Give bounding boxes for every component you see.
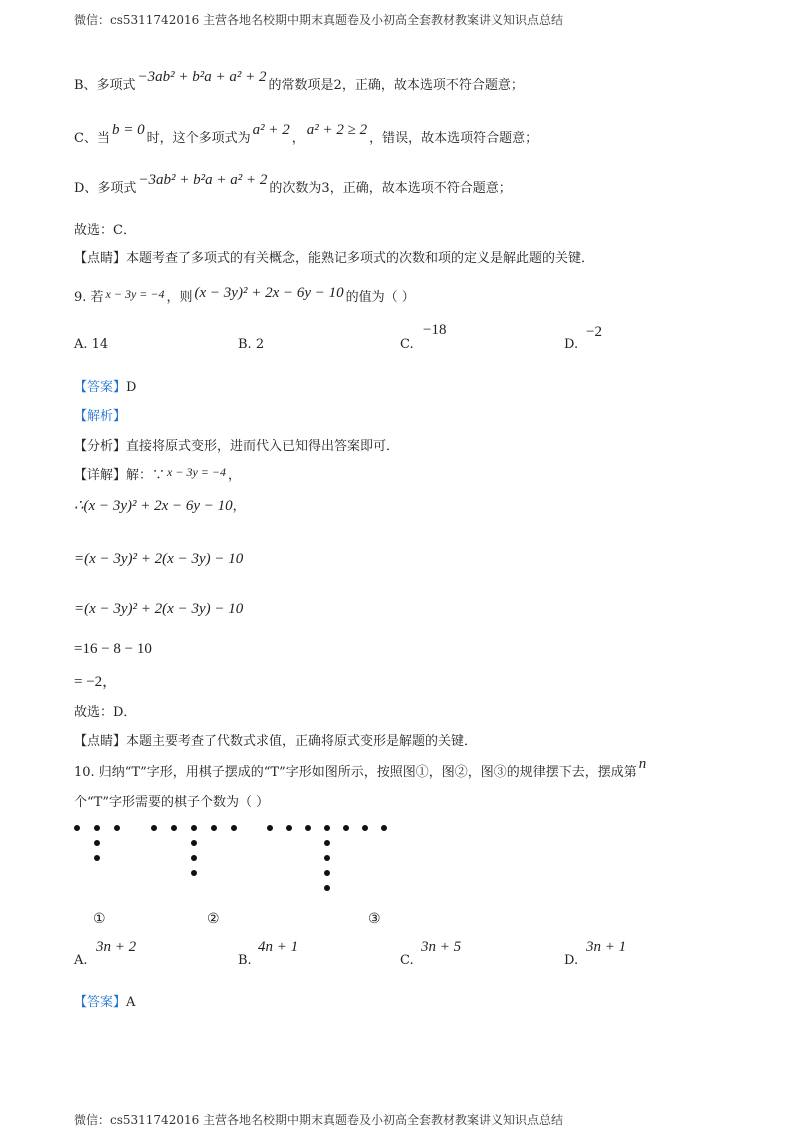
figure-2-label: ② (207, 911, 220, 927)
chess-piece (114, 825, 120, 831)
chess-piece (286, 825, 292, 831)
chess-piece (343, 825, 349, 831)
q9-step-5: = −2， (74, 674, 118, 690)
q9-analyze: 【分析】直接将原式变形，进而代入已知得出答案即可． (74, 439, 400, 454)
q9-answer-value: D (126, 380, 137, 395)
q10-option-b-label: B. (238, 953, 252, 968)
figure-3-label: ③ (368, 911, 381, 927)
q8-option-d (74, 172, 512, 197)
q8-c-prefix: C、当 (74, 131, 110, 146)
chess-piece (324, 870, 330, 876)
q9-detail-intro (74, 464, 241, 483)
page-header: 微信：cs5311742016 主营各地名校期中期末真题卷及小初高全套教材教案讲义知识点总结 (74, 13, 564, 27)
q8-d-text: 的次数为3，正确，故本选项不符合题意； (269, 181, 512, 196)
q8-choice: 故选：C． (74, 223, 136, 238)
page-footer: 微信：cs5311742016 主营各地名校期中期末真题卷及小初高全套教材教案讲义知识点总结 (74, 1113, 564, 1127)
q8-c-condition: b = 0 (111, 122, 145, 138)
q10-option-a-label: A. (74, 953, 88, 968)
chess-piece (267, 825, 273, 831)
q10-option-b-value: 4n + 1 (258, 939, 299, 955)
chess-piece (191, 840, 197, 846)
q10-stem-line-2: 个“T”字形需要的棋子个数为（ ） (74, 795, 270, 810)
q10-option-d-value: 3n + 1 (586, 939, 627, 955)
q9-stem-c: 的值为（ ） (345, 290, 415, 305)
q10-answer-tag: 【答案】 (74, 995, 127, 1010)
chess-piece (191, 825, 197, 831)
q8-c-comma: ， (291, 131, 305, 146)
chess-piece (94, 840, 100, 846)
q9-stem-expression: (x − 3y)² + 2x − 6y − 10 (194, 285, 344, 301)
chess-piece (324, 855, 330, 861)
chess-piece (211, 825, 217, 831)
chess-piece (151, 825, 157, 831)
q9-detail-condition: x − 3y = −4 (167, 465, 226, 479)
q10-stem-n: n (638, 756, 647, 772)
q8-c-expr2: a² + 2 ≥ 2 (306, 122, 368, 138)
q8-b-prefix: B、多项式 (74, 78, 136, 93)
q8-comment: 【点睛】本题考查了多项式的有关概念，能熟记多项式的次数和项的定义是解此题的关键． (74, 251, 595, 266)
q9-option-d-label: D. (564, 337, 579, 352)
chess-piece (231, 825, 237, 831)
q10-stem-text: 10. 归纳“T”字形，用棋子摆成的“T”字形如图所示，按照图①，图②，图③的规律摆下去，摆成第 (74, 765, 637, 780)
q9-step-3: =(x − 3y)² + 2(x − 3y) − 10 (74, 601, 244, 617)
q8-c-mid: 时，这个多项式为 (146, 131, 251, 146)
q8-c-text: ，错误，故本选项符合题意； (369, 131, 539, 146)
chess-piece (74, 825, 80, 831)
q9-step-1-comma: ， (232, 499, 246, 514)
q8-d-prefix: D、多项式 (74, 181, 137, 196)
q8-option-c (74, 122, 539, 147)
q10-option-c-value: 3n + 5 (421, 939, 462, 955)
q9-detail-a: 【详解】解：∵ (74, 468, 166, 483)
q9-step-2: =(x − 3y)² + 2(x − 3y) − 10 (74, 551, 244, 567)
q10-option-a-value: 3n + 2 (96, 939, 137, 955)
chess-piece (324, 825, 330, 831)
q8-b-expression: −3ab² + b²a + a² + 2 (137, 69, 267, 85)
q9-analysis-tag: 【解析】 (74, 409, 127, 424)
q10-option-d-label: D. (564, 953, 579, 968)
chess-piece (94, 855, 100, 861)
chess-piece (191, 870, 197, 876)
q8-d-expression: −3ab² + b²a + a² + 2 (138, 172, 268, 188)
chess-piece (381, 825, 387, 831)
q9-option-b: B. 2 (238, 337, 265, 352)
q9-stem-condition: x − 3y = −4 (105, 287, 165, 301)
q8-option-b (74, 69, 524, 94)
chess-piece (191, 855, 197, 861)
q9-answer-tag: 【答案】 (74, 380, 127, 395)
chess-piece (171, 825, 177, 831)
q8-b-text: 的常数项是2，正确，故本选项不符合题意； (268, 78, 524, 93)
q8-c-expr1: a² + 2 (252, 122, 290, 138)
chess-piece (324, 840, 330, 846)
chess-piece (94, 825, 100, 831)
q9-answer (74, 376, 136, 395)
chess-piece (324, 885, 330, 891)
q9-stem-a: 9. 若 (74, 290, 104, 305)
q10-answer-value: A (126, 995, 136, 1010)
q9-stem-b: ，则 (166, 290, 193, 305)
chess-piece (362, 825, 368, 831)
q9-option-d-value: −2 (586, 324, 602, 340)
q9-step-1 (74, 495, 246, 515)
q9-step-4: =16 − 8 − 10 (74, 641, 152, 657)
q9-choice: 故选：D． (74, 705, 137, 720)
q9-option-c-value: −18 (423, 322, 447, 338)
q9-option-c-label: C. (400, 337, 414, 352)
figure-1-label: ① (93, 911, 106, 927)
q9-step-1-expr: ∴(x − 3y)² + 2x − 6y − 10 (74, 498, 233, 514)
q10-option-c-label: C. (400, 953, 414, 968)
q10-answer (74, 991, 135, 1010)
chess-piece (305, 825, 311, 831)
q10-stem-line-1 (74, 756, 647, 781)
q9-stem (74, 286, 415, 306)
q9-detail-comma: ， (227, 468, 241, 483)
q9-comment: 【点睛】本题主要考查了代数式求值，正确将原式变形是解题的关键． (74, 734, 478, 749)
q9-option-a: A. 14 (74, 337, 109, 352)
